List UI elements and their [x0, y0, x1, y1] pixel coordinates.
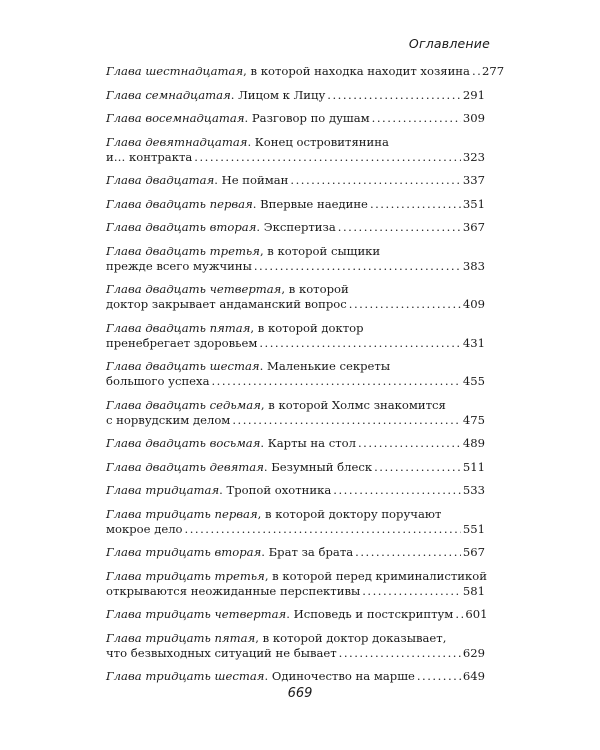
toc-page-number: 383 [462, 258, 485, 273]
toc-page-number: 511 [462, 459, 485, 474]
dot-leader [417, 669, 461, 684]
running-head: Оглавление [408, 36, 490, 51]
table-of-contents [106, 64, 505, 693]
toc-page-number: 309 [462, 111, 485, 125]
toc-entry [106, 64, 505, 79]
toc-title: . Экспертиза [256, 220, 336, 234]
toc-entry [106, 669, 485, 684]
toc-chapter: Глава тридцать третья [106, 568, 265, 583]
toc-chapter: Глава шестнадцатая [106, 64, 244, 78]
toc-entry [106, 507, 485, 537]
toc-title: , в которой доктор [250, 320, 364, 335]
toc-chapter: Глава тридцать пятая [106, 630, 256, 645]
toc-entry [106, 173, 485, 188]
toc-title: , в которой Холмс знакомится [260, 397, 446, 412]
toc-page-number: 455 [462, 374, 485, 388]
toc-title: , в которой сыщики [259, 243, 381, 258]
toc-chapter: Глава семнадцатая [106, 87, 231, 102]
toc-title-continuation: пренебрегает здоровьем [106, 335, 258, 350]
toc-entry [106, 436, 485, 451]
toc-page-number: 337 [462, 173, 485, 187]
dot-leader [358, 436, 461, 451]
toc-page-number: 367 [462, 220, 485, 234]
toc-entry [106, 135, 485, 165]
toc-title-continuation: с норвудским делом [106, 412, 231, 427]
toc-title-continuation: прежде всего мужчины [106, 258, 252, 273]
toc-entry [106, 607, 488, 622]
toc-title-continuation: большого успеха [106, 374, 210, 388]
toc-title-continuation: и… контракта [106, 149, 193, 164]
toc-entry [106, 88, 485, 103]
toc-title-continuation: открываются неожиданные перспективы [106, 583, 361, 598]
toc-title: . Разговор по душам [244, 111, 370, 125]
dot-leader [254, 259, 461, 274]
toc-entry [106, 244, 485, 274]
toc-title: , в которой доктору поручают [257, 506, 442, 521]
toc-chapter: Глава тридцать четвертая [106, 607, 287, 621]
toc-page-number: 475 [462, 412, 485, 427]
dot-leader [185, 522, 461, 537]
toc-page-number: 649 [462, 669, 485, 683]
dot-leader [232, 413, 461, 428]
toc-title: . Одиночество на марше [264, 669, 415, 683]
toc-title: , в которой доктор доказывает, [255, 630, 447, 645]
toc-title: . Не пойман [214, 173, 289, 187]
toc-chapter: Глава двадцатая [106, 173, 215, 187]
toc-title: . Безумный блеск [263, 459, 373, 474]
toc-chapter: Глава двадцать седьмая [106, 397, 261, 412]
toc-title: . Тропой охотника [219, 483, 332, 497]
toc-title: , в которой [281, 282, 349, 296]
toc-entry [106, 545, 485, 560]
toc-chapter: Глава восемнадцатая [106, 111, 245, 125]
dot-leader [259, 336, 460, 351]
toc-page-number: 291 [462, 87, 485, 102]
toc-chapter: Глава двадцать девятая [106, 459, 264, 474]
dot-leader [327, 88, 461, 103]
toc-title-continuation: доктор закрывает андаманский вопрос [106, 297, 347, 311]
toc-chapter: Глава двадцать третья [106, 243, 260, 258]
toc-entry [106, 483, 485, 498]
dot-leader [370, 197, 461, 212]
toc-entry [106, 220, 485, 235]
toc-title: . Исповедь и постскриптум [286, 607, 454, 621]
toc-entry [106, 398, 485, 428]
toc-page-number: 551 [462, 521, 485, 536]
dot-leader [333, 483, 461, 498]
toc-title-continuation: мокрое дело [106, 521, 183, 536]
toc-page-number: 277 [481, 64, 505, 78]
dot-leader [212, 374, 461, 389]
toc-page-number: 323 [462, 149, 485, 164]
toc-title: . Конец островитянина [247, 134, 389, 149]
toc-chapter: Глава девятнадцатая [106, 134, 248, 149]
dot-leader [374, 460, 461, 475]
toc-chapter: Глава двадцать шестая [106, 359, 260, 373]
toc-chapter: Глава тридцать шестая [106, 669, 265, 683]
toc-entry [106, 282, 485, 312]
toc-chapter: Глава тридцать первая [106, 506, 258, 521]
dot-leader [362, 584, 461, 599]
toc-title: . Маленькие секреты [259, 359, 391, 373]
dot-leader [339, 646, 461, 661]
toc-chapter: Глава двадцать четвертая [106, 282, 282, 296]
dot-leader [194, 150, 461, 165]
toc-title: , в которой находка находит хозяина [243, 64, 470, 78]
toc-entry [106, 111, 485, 126]
toc-page-number: 581 [462, 583, 485, 598]
toc-page-number: 409 [462, 297, 485, 311]
toc-chapter: Глава двадцать первая [106, 196, 253, 211]
toc-title: . Лицом к Лицу [230, 87, 326, 102]
dot-leader [372, 111, 461, 126]
toc-title: , в которой перед криминалистикой [264, 568, 487, 583]
dot-leader [349, 297, 461, 312]
dot-leader [355, 545, 461, 560]
toc-entry [106, 321, 485, 351]
toc-page-number: 489 [462, 436, 485, 450]
toc-page-number: 533 [462, 483, 485, 497]
toc-page-number: 567 [462, 545, 485, 559]
toc-chapter: Глава двадцать восьмая [106, 436, 261, 450]
toc-entry [106, 460, 485, 475]
toc-entry [106, 569, 485, 599]
toc-entry [106, 359, 485, 389]
page-number-footer: 669 [287, 686, 313, 701]
toc-entry [106, 197, 485, 212]
toc-chapter: Глава тридцатая [106, 483, 220, 497]
toc-chapter: Глава тридцать вторая [106, 545, 262, 559]
toc-page-number: 351 [462, 196, 485, 211]
toc-page-number: 601 [465, 607, 488, 621]
dot-leader [472, 64, 480, 79]
toc-title-continuation: что безвыходных ситуаций не бывает [106, 645, 337, 660]
toc-title: . Карты на стол [260, 436, 356, 450]
toc-entry [106, 631, 485, 661]
toc-chapter: Глава двадцать пятая [106, 320, 251, 335]
toc-page-number: 431 [462, 335, 485, 350]
dot-leader [455, 607, 463, 622]
toc-page-number: 629 [462, 645, 485, 660]
toc-title: . Брат за брата [261, 545, 354, 559]
dot-leader [290, 173, 460, 188]
toc-title: . Впервые наедине [252, 196, 368, 211]
dot-leader [338, 220, 461, 235]
toc-chapter: Глава двадцать вторая [106, 220, 257, 234]
